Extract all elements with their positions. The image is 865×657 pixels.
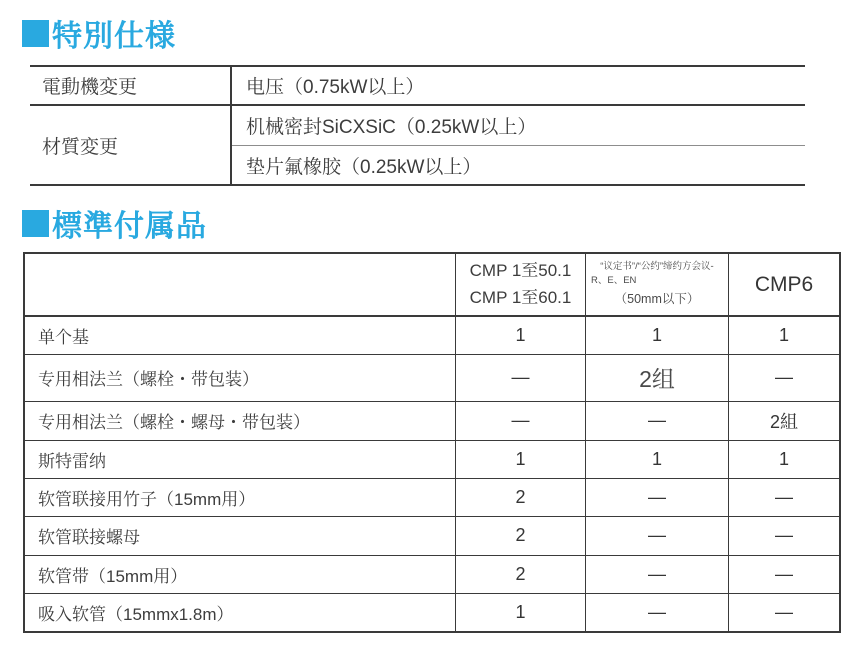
cell-value: 1 (778, 448, 789, 469)
header-cell-empty (25, 254, 456, 315)
cell-value: 1 (456, 317, 586, 354)
table-row (25, 355, 839, 401)
cell-value: 1 (456, 441, 586, 478)
header-small-text: R、E、EN (591, 275, 637, 286)
cell-value: 1 (586, 317, 729, 354)
table-header-row (25, 254, 839, 317)
table-row (25, 441, 839, 479)
row-label: 材質変更 (30, 106, 232, 184)
table-row (25, 556, 839, 594)
cell-value: — (586, 517, 729, 554)
cell-value: 电压（0.75kW以上） (246, 77, 425, 98)
cell-value: — (586, 479, 729, 516)
row-label: 软管联接用竹子（15mm用） (25, 479, 456, 516)
cell-value: — (775, 525, 793, 546)
row-label: 专用相法兰（螺栓・带包装） (25, 355, 456, 400)
cell-value: 2组 (586, 355, 729, 400)
cell-value: — (775, 563, 793, 584)
row-label: 专用相法兰（螺栓・螺母・带包装） (25, 402, 456, 440)
special-specs-table (30, 65, 805, 186)
row-label: 斯特雷纳 (25, 441, 456, 478)
header-cell-cmp6: CMP6 (754, 272, 814, 296)
table-row (30, 106, 805, 186)
cell-value: — (775, 367, 793, 388)
header-small-text: “议定书”/“公约”缔约方会议- (600, 261, 714, 272)
cell-value: — (775, 487, 793, 508)
table-row (25, 517, 839, 555)
table-row (25, 402, 839, 441)
cell-value: 2 (456, 517, 586, 554)
header-line: CMP 1至60.1 (469, 287, 572, 307)
title-square-icon (22, 20, 49, 47)
cell-value: 1 (456, 594, 586, 631)
cell-value: — (586, 556, 729, 593)
title-square-icon (22, 210, 49, 237)
header-sub-text: （50mm以下） (614, 292, 700, 306)
cell-value: — (586, 402, 729, 440)
table-row (25, 317, 839, 355)
table-row (30, 67, 805, 106)
cell-value: — (456, 355, 586, 400)
header-cell-cmp-models (456, 254, 586, 315)
header-line: CMP 1至50.1 (469, 261, 572, 281)
cell-value: 垫片氟橡胶（0.25kW以上） (232, 145, 805, 184)
section-title-standard-accessories (22, 201, 207, 245)
table-row (25, 479, 839, 517)
cell-value: 机械密封SiCXSiC（0.25kW以上） (246, 117, 537, 138)
table-row (25, 594, 839, 631)
row-label: 软管带（15mm用） (25, 556, 456, 593)
cell-group (232, 106, 805, 184)
row-label: 软管联接螺母 (25, 517, 456, 554)
cell-value: 2 (456, 556, 586, 593)
cell-value: 1 (586, 441, 729, 478)
cell-value: — (586, 594, 729, 631)
section-title-text: 標準付属品 (52, 210, 207, 243)
row-label: 電動機変更 (30, 67, 232, 104)
table-body (25, 317, 839, 631)
cell-value: — (456, 402, 586, 440)
standard-accessories-table (23, 252, 841, 633)
cell-value: 2組 (769, 411, 798, 432)
row-label: 单个基 (25, 317, 456, 354)
section-title-special-specs (22, 11, 176, 55)
section-title-text: 特別仕様 (52, 20, 176, 53)
cell-value: — (775, 601, 793, 622)
row-label: 吸入软管（15mmx1.8m） (25, 594, 456, 631)
cell-value: 2 (456, 479, 586, 516)
header-cell-protocol (586, 254, 729, 315)
cell-value: 1 (778, 325, 789, 346)
